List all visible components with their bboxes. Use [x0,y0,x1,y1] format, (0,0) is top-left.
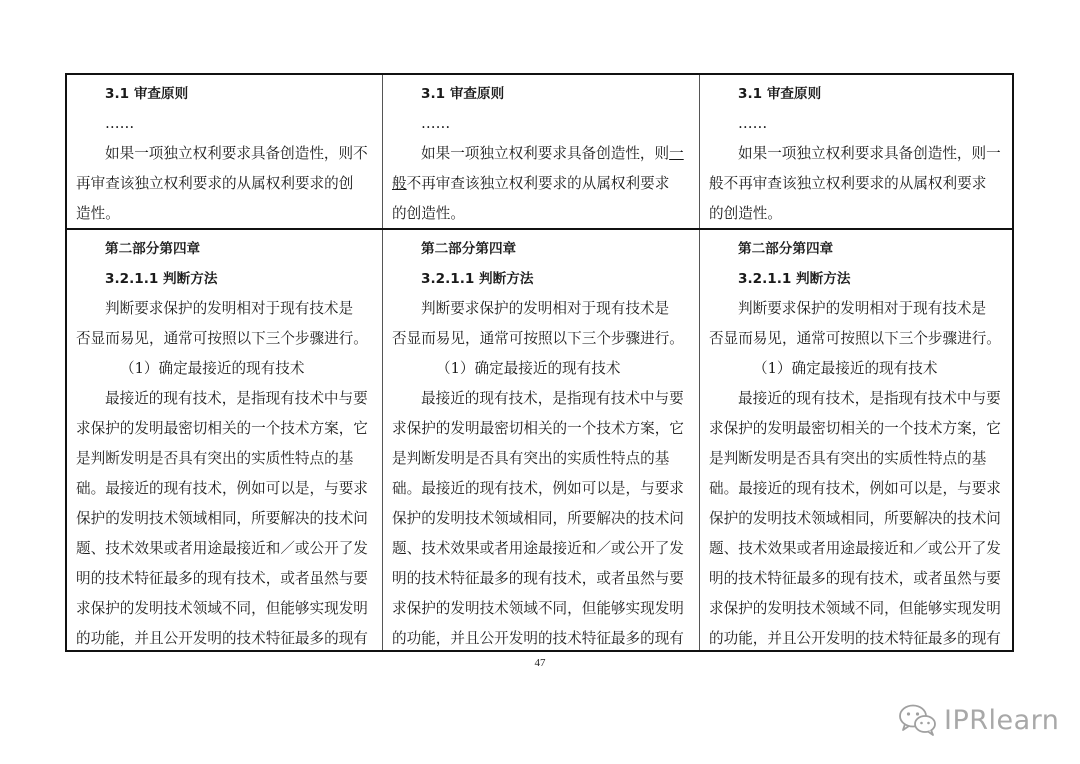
text-line: 明的技术特征最多的现有技术，或者虽然与要 [392,570,684,587]
page-number: 47 [534,657,546,669]
inserted-text: 般 [392,175,407,192]
text-line: 般不再审查该独立权利要求的从属权利要求 [709,175,987,192]
table-cell [67,230,383,650]
table-cell [383,75,700,228]
text-line: 础。最接近的现有技术，例如可以是，与要求 [392,480,684,497]
part-heading: 第二部分第四章 [105,241,201,257]
part-heading: 第二部分第四章 [738,241,834,257]
section-heading: 3.1 审查原则 [738,86,822,102]
wechat-icon [898,703,938,737]
text-line: 判断要求保护的发明相对于现有技术是 [421,300,670,317]
text-line: 如果一项独立权利要求具备创造性，则一 [738,145,1001,162]
text-line: 否显而易见，通常可按照以下三个步骤进行。 [709,330,1001,347]
inserted-text: 一 [669,145,684,162]
comparison-table [65,73,1014,652]
text-line: 是判断发明是否具有突出的实质性特点的基 [76,450,354,467]
table-cell [700,230,1012,650]
table-row [67,75,1012,230]
text-line: 是判断发明是否具有突出的实质性特点的基 [709,450,987,467]
text-line: 否显而易见，通常可按照以下三个步骤进行。 [392,330,684,347]
text-line: 判断要求保护的发明相对于现有技术是 [105,300,354,317]
text-line: 题、技术效果或者用途最接近和／或公开了发 [392,540,684,557]
section-heading: 3.1 审查原则 [105,86,189,102]
text-line: 保护的发明技术领域相同，所要解决的技术问 [709,510,1001,527]
text-line: 是判断发明是否具有突出的实质性特点的基 [392,450,670,467]
section-heading: 3.1 审查原则 [421,86,505,102]
ellipsis: …… [738,115,768,132]
section-subheading: 3.2.1.1 判断方法 [105,271,218,287]
text-line: 最接近的现有技术，是指现有技术中与要 [738,390,1001,407]
text-segment: 不再审查该独立权利要求的从属权利要求 [406,175,670,192]
section-subheading: 3.2.1.1 判断方法 [421,271,534,287]
text-line: 保护的发明技术领域相同，所要解决的技术问 [76,510,368,527]
text-line: 否显而易见，通常可按照以下三个步骤进行。 [76,330,368,347]
text-line: 的功能，并且公开发明的技术特征最多的现有 [76,630,368,647]
text-line: 础。最接近的现有技术，例如可以是，与要求 [709,480,1001,497]
table-cell [67,75,383,228]
section-subheading: 3.2.1.1 判断方法 [738,271,851,287]
text-line: 础。最接近的现有技术，例如可以是，与要求 [76,480,368,497]
text-line: 如果一项独立权利要求具备创造性，则不 [105,145,368,162]
text-line: 最接近的现有技术，是指现有技术中与要 [105,390,368,407]
text-line: 明的技术特征最多的现有技术，或者虽然与要 [76,570,368,587]
text-line: 的创造性。 [392,205,465,222]
text-line: 最接近的现有技术，是指现有技术中与要 [421,390,684,407]
table-cell [700,75,1012,228]
ellipsis: …… [421,115,451,132]
text-line: （1）确定最接近的现有技术 [120,360,305,377]
text-line: 判断要求保护的发明相对于现有技术是 [738,300,987,317]
text-segment: 如果一项独立权利要求具备创造性，则 [421,145,670,162]
text-line: 求保护的发明最密切相关的一个技术方案，它 [709,420,1001,437]
watermark-text: IPRlearn [944,704,1060,736]
table-row [67,230,1012,650]
text-line: 题、技术效果或者用途最接近和／或公开了发 [76,540,368,557]
part-heading: 第二部分第四章 [421,241,517,257]
text-line: （1）确定最接近的现有技术 [753,360,938,377]
text-line [392,139,693,169]
text-line: （1）确定最接近的现有技术 [436,360,621,377]
text-line: 造性。 [76,205,120,222]
text-line: 求保护的发明技术领域不同，但能够实现发明 [392,600,684,617]
text-line: 的功能，并且公开发明的技术特征最多的现有 [709,630,1001,647]
text-line: 求保护的发明最密切相关的一个技术方案，它 [76,420,368,437]
text-line: 题、技术效果或者用途最接近和／或公开了发 [709,540,1001,557]
text-line: 求保护的发明技术领域不同，但能够实现发明 [76,600,368,617]
text-line: 的创造性。 [709,205,782,222]
watermark [898,700,1059,740]
text-line: 求保护的发明最密切相关的一个技术方案，它 [392,420,684,437]
text-line [392,169,693,199]
text-line: 求保护的发明技术领域不同，但能够实现发明 [709,600,1001,617]
text-line: 明的技术特征最多的现有技术，或者虽然与要 [709,570,1001,587]
table-cell [383,230,700,650]
ellipsis: …… [105,115,135,132]
text-line: 保护的发明技术领域相同，所要解决的技术问 [392,510,684,527]
text-line: 的功能，并且公开发明的技术特征最多的现有 [392,630,684,647]
text-line: 再审查该独立权利要求的从属权利要求的创 [76,175,354,192]
